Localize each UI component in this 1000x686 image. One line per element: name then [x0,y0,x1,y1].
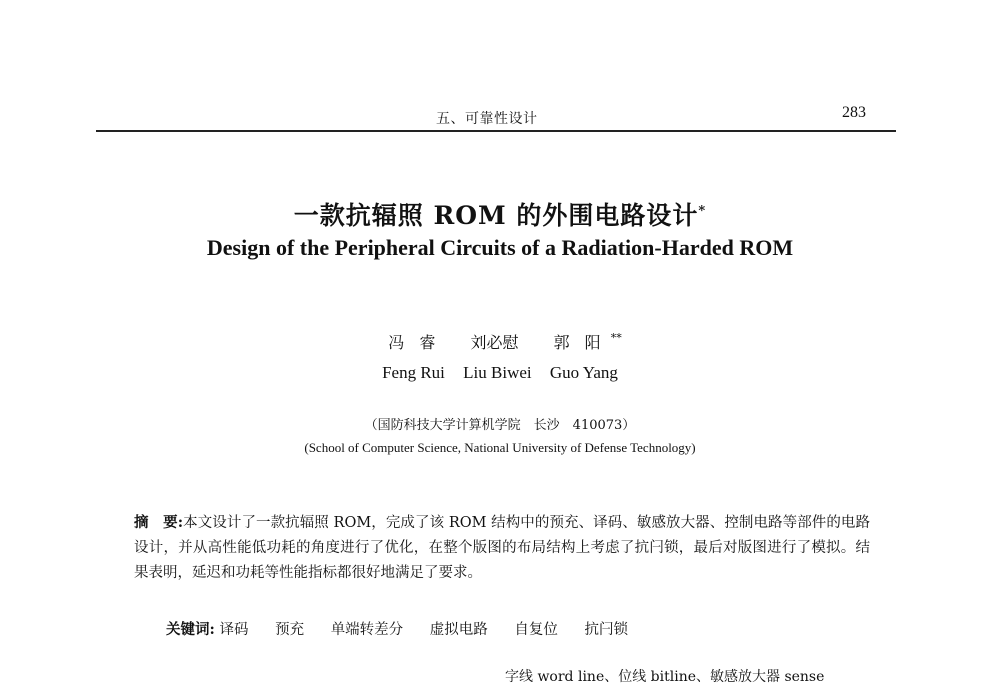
page-number: 283 [842,104,866,121]
abstract-text: 本文设计了一款抗辐照 ROM，完成了该 ROM 结构中的预充、译码、敏感放大器、控制电路等部件的电路设计，并从高性能低功耗的角度进行了优化，在整个版图的布局结构上考虑了抗闩锁，最后对版图进行了模拟。结果表明，延迟和功耗等性能指标都很好地满足了要求。 [134,515,870,581]
abstract-label: 摘 要: [134,514,184,531]
author-cn-2: 刘必慰 [470,333,519,352]
keywords [166,618,650,639]
keyword: 预充 [275,622,305,638]
keywords-label: 关键词: [166,621,215,638]
affiliation-english: (School of Computer Science, National University of Defense Technology) [304,440,696,455]
title-chinese [0,196,1000,232]
author-cn-3: 郭 阳 [553,333,601,352]
author-en-3: Guo Yang [549,363,618,382]
author-en-2: Liu Biwei [463,363,532,382]
author-footnote-mark: ** [610,331,622,345]
author-en-1: Feng Rui [382,363,445,382]
keyword: 译码 [219,622,249,638]
body-text-fragment: 字线 word line、位线 bitline、敏感放大器 sense [505,669,825,685]
running-header-section: 五、可靠性设计 [436,111,538,127]
title-chinese-text: 一款抗辐照 ROM 的外围电路设计 [293,201,699,230]
title-english: Design of the Peripheral Circuits of a Radiation-Harded ROM [206,235,794,260]
keyword: 抗闩锁 [584,622,629,638]
affiliation-chinese: （国防科技大学计算机学院 长沙 410073） [364,418,636,433]
authors-chinese [0,330,1000,353]
keyword: 自复位 [514,622,558,638]
authors-english [0,363,1000,383]
title-footnote-mark: * [698,203,707,219]
author-cn-1: 冯 睿 [388,333,436,352]
keyword: 虚拟电路 [429,622,488,638]
header-rule [96,130,896,132]
keyword: 单端转差分 [330,622,404,638]
abstract [134,510,870,586]
